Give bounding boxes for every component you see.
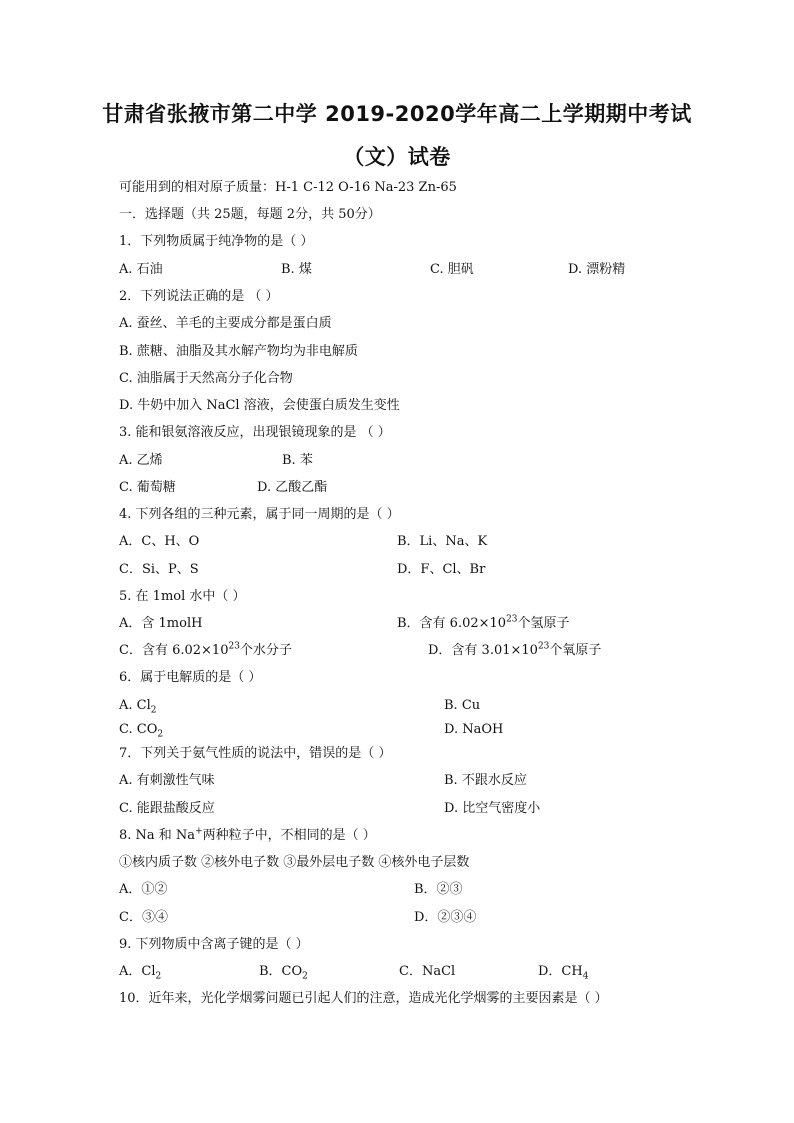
question-6-option-c: C. $CO_2$ <box>119 722 164 740</box>
question-4-stem: 4. 下列各组的三种元素，属于同一周期的是（ ） <box>119 507 400 522</box>
question-4-option-d: D．F、Cl、Br <box>397 562 486 577</box>
question-2-option-d: D. 牛奶中加入 NaCl 溶液，会使蛋白质发生变性 <box>119 398 400 413</box>
question-5-stem: 5. 在 1mol 水中（ ） <box>119 589 246 604</box>
question-5-option-a: A．含 1molH <box>119 616 203 631</box>
question-6-option-d: D. NaOH <box>444 722 504 737</box>
question-9-option-b: B．$CO_2$ <box>259 964 308 982</box>
question-7-option-d: D. 比空气密度小 <box>444 801 541 816</box>
question-6-option-b: B. Cu <box>444 698 481 713</box>
question-3-option-c: C. 葡萄糖 <box>119 480 176 495</box>
question-7-option-b: B. 不跟水反应 <box>444 773 527 788</box>
question-8-option-d: D．②③④ <box>414 910 477 925</box>
question-3-option-a: A. 乙烯 <box>119 453 163 468</box>
question-8-option-a: A．①② <box>119 882 168 897</box>
question-6-option-a: A. $Cl_2$ <box>119 698 157 716</box>
question-8-option-c: C．③④ <box>119 910 168 925</box>
question-9-option-d: D．$CH_4$ <box>538 964 589 982</box>
question-1-option-c: C. 胆矾 <box>430 262 474 277</box>
question-2-option-c: C. 油脂属于天然高分子化合物 <box>119 371 293 386</box>
question-6-stem: 6．属于电解质的是（ ） <box>119 670 262 685</box>
question-4-option-b: B．Li、Na、K <box>397 534 488 549</box>
exam-title-line1: 甘肃省张掖市第二中学 2019-2020学年高二上学期期中考试 <box>102 102 692 126</box>
question-2-stem: 2．下列说法正确的是 （ ） <box>119 289 279 304</box>
question-7-option-c: C. 能跟盐酸反应 <box>119 801 215 816</box>
question-4-option-a: A．C、H、O <box>119 534 200 549</box>
question-8-stem: 8. Na 和 Na+两种粒子中，不相同的是（ ） <box>119 826 376 843</box>
section-heading: 一．选择题（共 25题，每题 2分，共 50分） <box>119 207 381 222</box>
question-8-items: ①核内质子数 ②核外电子数 ③最外层电子数 ④核外电子层数 <box>119 855 470 870</box>
question-2-option-a: A. 蚕丝、羊毛的主要成分都是蛋白质 <box>119 316 332 331</box>
question-3-option-b: B. 苯 <box>282 453 313 468</box>
question-8-option-b: B．②③ <box>414 882 463 897</box>
atomic-mass-note: 可能用到的相对原子质量：H-1 C-12 O-16 Na-23 Zn-65 <box>119 180 457 195</box>
question-4-option-c: C．Si、P、S <box>119 562 199 577</box>
question-1-option-d: D. 漂粉精 <box>568 262 626 277</box>
question-1-option-a: A. 石油 <box>119 262 163 277</box>
question-5-option-d: D．含有 $3.01\times 10^{23}$个氧原子 <box>428 641 602 658</box>
question-1-stem: 1．下列物质属于纯净物的是（ ） <box>119 234 314 249</box>
question-5-option-c: C．含有 $6.02\times 10^{23}$个水分子 <box>119 641 292 658</box>
question-3-option-d: D. 乙酸乙酯 <box>257 480 328 495</box>
question-10-stem: 10．近年来，光化学烟雾问题已引起人们的注意，造成光化学烟雾的主要因素是（ ） <box>119 991 608 1006</box>
question-5-option-b: B．含有 $6.02\times 10^{23}$个氢原子 <box>397 614 570 631</box>
question-1-option-b: B. 煤 <box>281 262 312 277</box>
question-9-option-a: A．$Cl_2$ <box>119 964 162 982</box>
question-7-option-a: A. 有刺激性气味 <box>119 773 215 788</box>
question-9-stem: 9. 下列物质中含离子键的是（ ） <box>119 937 309 952</box>
exam-title-line2: （文）试卷 <box>343 145 451 169</box>
question-9-option-c: C．NaCl <box>399 964 456 979</box>
question-2-option-b: B. 蔗糖、油脂及其水解产物均为非电解质 <box>119 344 358 359</box>
question-7-stem: 7．下列关于氨气性质的说法中，错误的是（ ） <box>119 746 392 761</box>
question-3-stem: 3. 能和银氨溶液反应，出现银镜现象的是 （ ） <box>119 425 391 440</box>
